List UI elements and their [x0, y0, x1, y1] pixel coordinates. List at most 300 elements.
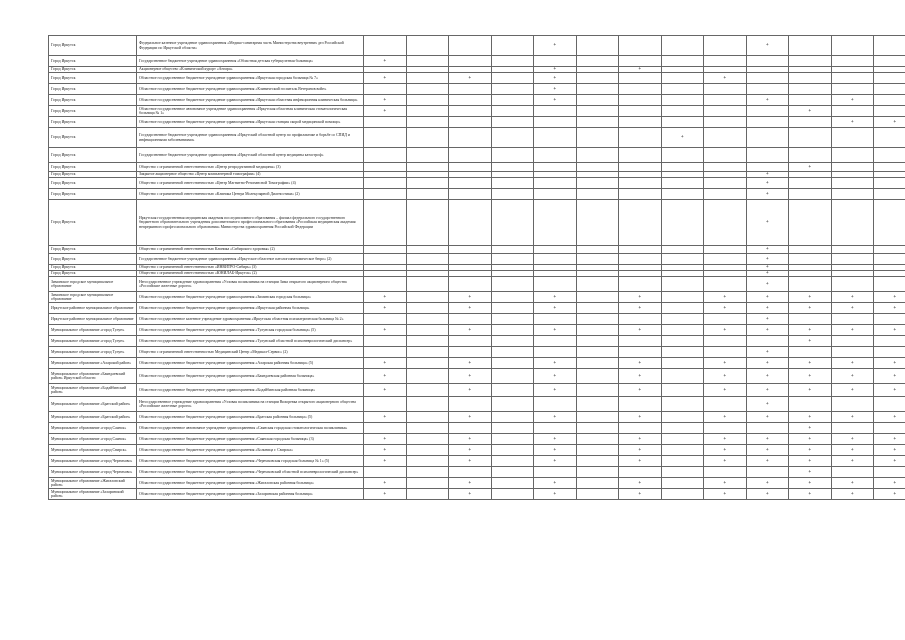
mark-cell	[576, 84, 619, 95]
mark-cell: +	[619, 369, 662, 384]
table-row	[49, 434, 905, 445]
mark-cell	[449, 200, 492, 246]
mark-cell	[491, 369, 534, 384]
mark-cell	[874, 347, 905, 358]
mark-cell	[576, 163, 619, 172]
mark-cell	[661, 117, 704, 128]
region-cell: Город Иркутск	[49, 56, 137, 67]
organization-cell: Областное государственное бюджетное учреждение здравоохранения «Иркутская областная инфекционная клиническая больница»	[137, 95, 364, 106]
mark-cell: +	[789, 369, 832, 384]
mark-cell: +	[789, 412, 832, 423]
mark-cell	[534, 56, 577, 67]
region-cell: Город Иркутск	[49, 117, 137, 128]
mark-cell	[661, 246, 704, 254]
mark-cell: +	[704, 73, 747, 84]
mark-cell: +	[449, 73, 492, 84]
mark-cell: +	[704, 412, 747, 423]
mark-cell	[449, 36, 492, 56]
mark-cell	[874, 178, 905, 189]
mark-cell	[661, 412, 704, 423]
mark-cell: +	[746, 325, 789, 336]
mark-cell	[661, 336, 704, 347]
organization-cell: Иркутская государственная медицинская академия последипломного образования – филиал федерального государственного бюджетного образовательного учреждения дополнительного профессионального образования «Российская медицинская академия непрерывного профессионального образования» Министерства здравоохранения Российской Федерации	[137, 200, 364, 246]
table-row	[49, 397, 905, 412]
mark-cell: +	[534, 434, 577, 445]
mark-cell	[874, 128, 905, 148]
mark-cell	[449, 106, 492, 117]
mark-cell	[619, 336, 662, 347]
mark-cell: +	[364, 369, 407, 384]
region-cell: Город Иркутск	[49, 67, 137, 73]
mark-cell: +	[746, 478, 789, 489]
mark-cell	[406, 445, 449, 456]
mark-cell	[874, 84, 905, 95]
mark-cell	[619, 246, 662, 254]
mark-cell	[661, 84, 704, 95]
mark-cell: +	[874, 445, 905, 456]
mark-cell: +	[661, 128, 704, 148]
mark-cell: +	[449, 325, 492, 336]
mark-cell	[619, 347, 662, 358]
mark-cell: +	[789, 292, 832, 303]
document-table-sheet	[48, 35, 897, 500]
table-row	[49, 277, 905, 292]
mark-cell	[406, 325, 449, 336]
mark-cell	[661, 189, 704, 200]
medical-organizations-table	[48, 35, 905, 500]
mark-cell	[661, 384, 704, 397]
mark-cell	[789, 189, 832, 200]
mark-cell	[831, 423, 874, 434]
mark-cell	[619, 200, 662, 246]
organization-cell: Общество с ограниченной ответственностью «Центр репродуктивной медицины» (3)	[137, 163, 364, 172]
mark-cell	[364, 178, 407, 189]
table-row	[49, 314, 905, 325]
mark-cell: +	[789, 434, 832, 445]
mark-cell: +	[831, 478, 874, 489]
organization-cell: Государственное бюджетное учреждение здравоохранения «Областная детская туберкулезная больница»	[137, 56, 364, 67]
mark-cell	[661, 56, 704, 67]
mark-cell: +	[746, 189, 789, 200]
region-cell: Муниципальное образование «город Саянск»	[49, 434, 137, 445]
mark-cell	[406, 84, 449, 95]
region-cell: Город Иркутск	[49, 73, 137, 84]
mark-cell	[704, 423, 747, 434]
mark-cell	[406, 73, 449, 84]
organization-cell: Областное государственное бюджетное учреждение здравоохранения «Заларинская районная больница»	[137, 489, 364, 500]
mark-cell	[789, 314, 832, 325]
table-row	[49, 56, 905, 67]
mark-cell	[406, 397, 449, 412]
table-row	[49, 95, 905, 106]
mark-cell	[449, 336, 492, 347]
table-row	[49, 73, 905, 84]
mark-cell	[704, 277, 747, 292]
mark-cell: +	[534, 445, 577, 456]
mark-cell	[491, 163, 534, 172]
mark-cell	[491, 325, 534, 336]
mark-cell	[576, 200, 619, 246]
mark-cell: +	[449, 478, 492, 489]
mark-cell	[576, 314, 619, 325]
mark-cell: +	[831, 95, 874, 106]
mark-cell	[364, 117, 407, 128]
mark-cell	[491, 303, 534, 314]
mark-cell: +	[449, 303, 492, 314]
mark-cell	[831, 314, 874, 325]
organization-cell: Общество с ограниченной ответственностью «ЮНИЛАБ-Иркутск» (2)	[137, 271, 364, 277]
organization-cell: Общество с ограниченной ответственностью Медицинский Центр «Медикал-Сервис» (2)	[137, 347, 364, 358]
region-cell: Муниципальное образование «Заларинский район»	[49, 489, 137, 500]
mark-cell: +	[364, 358, 407, 369]
mark-cell	[619, 56, 662, 67]
mark-cell	[576, 467, 619, 478]
mark-cell: +	[746, 271, 789, 277]
mark-cell	[831, 128, 874, 148]
mark-cell	[406, 423, 449, 434]
mark-cell	[704, 200, 747, 246]
mark-cell	[704, 117, 747, 128]
mark-cell: +	[364, 106, 407, 117]
mark-cell: +	[746, 246, 789, 254]
organization-cell: Областное государственное бюджетное учреждение здравоохранения «Братская районная больница» (5)	[137, 412, 364, 423]
mark-cell: +	[704, 434, 747, 445]
mark-cell	[534, 128, 577, 148]
mark-cell	[576, 347, 619, 358]
mark-cell	[534, 397, 577, 412]
mark-cell: +	[789, 423, 832, 434]
mark-cell	[831, 467, 874, 478]
table-row	[49, 200, 905, 246]
mark-cell	[831, 163, 874, 172]
mark-cell	[746, 56, 789, 67]
mark-cell	[576, 148, 619, 163]
mark-cell	[704, 254, 747, 265]
mark-cell: +	[534, 369, 577, 384]
mark-cell	[789, 397, 832, 412]
organization-cell: Государственное бюджетное учреждение здравоохранения «Иркутский областной центр медицины катастроф»	[137, 148, 364, 163]
mark-cell	[704, 36, 747, 56]
mark-cell	[619, 277, 662, 292]
mark-cell	[449, 277, 492, 292]
mark-cell	[874, 277, 905, 292]
mark-cell	[576, 369, 619, 384]
mark-cell	[661, 347, 704, 358]
mark-cell	[534, 117, 577, 128]
mark-cell	[576, 445, 619, 456]
mark-cell	[406, 384, 449, 397]
mark-cell: +	[534, 73, 577, 84]
mark-cell	[661, 163, 704, 172]
organization-cell: Областное государственное бюджетное учреждение здравоохранения «Жигаловская районная больница»	[137, 478, 364, 489]
mark-cell: +	[874, 358, 905, 369]
mark-cell: +	[619, 292, 662, 303]
mark-cell	[576, 73, 619, 84]
mark-cell	[661, 456, 704, 467]
mark-cell	[534, 314, 577, 325]
mark-cell: +	[704, 292, 747, 303]
table-row	[49, 445, 905, 456]
mark-cell: +	[789, 303, 832, 314]
mark-cell	[704, 95, 747, 106]
mark-cell: +	[364, 303, 407, 314]
organization-cell: Федеральное казенное учреждение здравоохранения «Медико-санитарная часть Министерства внутренних дел Российской Федерации по Иркутской области»	[137, 36, 364, 56]
region-cell: Муниципальное образование «Братский район»	[49, 412, 137, 423]
mark-cell	[661, 478, 704, 489]
mark-cell	[619, 254, 662, 265]
mark-cell	[619, 84, 662, 95]
mark-cell: +	[619, 489, 662, 500]
mark-cell	[746, 117, 789, 128]
mark-cell	[619, 95, 662, 106]
mark-cell	[831, 336, 874, 347]
mark-cell: +	[746, 489, 789, 500]
mark-cell	[449, 128, 492, 148]
mark-cell	[576, 358, 619, 369]
mark-cell	[576, 336, 619, 347]
table-row	[49, 106, 905, 117]
region-cell: Город Иркутск	[49, 36, 137, 56]
mark-cell: +	[534, 292, 577, 303]
mark-cell: +	[831, 292, 874, 303]
organization-cell: Областное государственное автономное учреждение здравоохранения «Саянская городская стоматологическая поликлиника»	[137, 423, 364, 434]
mark-cell	[789, 254, 832, 265]
region-cell: Город Иркутск	[49, 163, 137, 172]
mark-cell: +	[746, 314, 789, 325]
mark-cell	[661, 73, 704, 84]
mark-cell	[406, 292, 449, 303]
mark-cell: +	[789, 456, 832, 467]
mark-cell	[746, 128, 789, 148]
mark-cell	[619, 36, 662, 56]
mark-cell	[534, 423, 577, 434]
organization-cell: Областное государственное бюджетное учреждение здравоохранения «Иркутская районная больница»	[137, 303, 364, 314]
mark-cell	[534, 336, 577, 347]
mark-cell	[364, 336, 407, 347]
mark-cell: +	[364, 73, 407, 84]
mark-cell	[619, 397, 662, 412]
mark-cell: +	[619, 384, 662, 397]
region-cell: Город Иркутск	[49, 178, 137, 189]
organization-cell: Областное государственное бюджетное учреждение здравоохранения «Черемховская городская больница № 1» (5)	[137, 456, 364, 467]
mark-cell	[619, 148, 662, 163]
mark-cell	[704, 336, 747, 347]
mark-cell	[491, 84, 534, 95]
mark-cell	[661, 358, 704, 369]
mark-cell	[874, 56, 905, 67]
region-cell: Муниципальное образование «Жигаловский район»	[49, 478, 137, 489]
mark-cell: +	[619, 358, 662, 369]
mark-cell	[746, 73, 789, 84]
mark-cell	[874, 336, 905, 347]
mark-cell	[364, 254, 407, 265]
mark-cell	[364, 148, 407, 163]
mark-cell	[491, 314, 534, 325]
mark-cell	[576, 277, 619, 292]
region-cell: Муниципальное образование «город Тулун»	[49, 347, 137, 358]
mark-cell	[661, 292, 704, 303]
region-cell: Муниципальное образование «город Черемхово»	[49, 467, 137, 478]
mark-cell: +	[364, 489, 407, 500]
mark-cell	[831, 84, 874, 95]
region-cell: Муниципальное образование «город Тулун»	[49, 325, 137, 336]
organization-cell: Областное государственное автономное учреждение здравоохранения «Иркутская областная клиническая стоматологическая больница № 1»	[137, 106, 364, 117]
mark-cell: +	[704, 325, 747, 336]
table-row	[49, 347, 905, 358]
mark-cell	[576, 178, 619, 189]
mark-cell: +	[831, 117, 874, 128]
mark-cell: +	[831, 412, 874, 423]
mark-cell	[619, 178, 662, 189]
mark-cell: +	[364, 412, 407, 423]
mark-cell	[491, 384, 534, 397]
mark-cell	[874, 246, 905, 254]
mark-cell	[789, 95, 832, 106]
mark-cell	[576, 292, 619, 303]
mark-cell	[576, 56, 619, 67]
mark-cell: +	[534, 358, 577, 369]
mark-cell: +	[619, 303, 662, 314]
table-row	[49, 412, 905, 423]
mark-cell: +	[789, 106, 832, 117]
mark-cell: +	[746, 445, 789, 456]
mark-cell	[491, 106, 534, 117]
mark-cell	[874, 106, 905, 117]
mark-cell: +	[746, 95, 789, 106]
table-row	[49, 117, 905, 128]
mark-cell	[406, 347, 449, 358]
mark-cell	[704, 189, 747, 200]
mark-cell: +	[746, 456, 789, 467]
mark-cell	[364, 423, 407, 434]
mark-cell: +	[704, 358, 747, 369]
organization-cell: Областное государственное бюджетное учреждение здравоохранения «Бодайбинская районная больница»	[137, 384, 364, 397]
mark-cell	[661, 200, 704, 246]
mark-cell	[406, 303, 449, 314]
mark-cell: +	[364, 384, 407, 397]
mark-cell: +	[746, 200, 789, 246]
mark-cell	[831, 397, 874, 412]
mark-cell	[491, 445, 534, 456]
mark-cell: +	[449, 412, 492, 423]
mark-cell	[449, 467, 492, 478]
region-cell: Город Иркутск	[49, 172, 137, 178]
mark-cell: +	[449, 456, 492, 467]
mark-cell	[449, 178, 492, 189]
mark-cell	[789, 246, 832, 254]
mark-cell	[789, 178, 832, 189]
mark-cell	[491, 478, 534, 489]
table-row	[49, 384, 905, 397]
mark-cell	[491, 189, 534, 200]
table-row	[49, 148, 905, 163]
mark-cell	[449, 347, 492, 358]
table-row	[49, 489, 905, 500]
mark-cell	[534, 277, 577, 292]
mark-cell	[491, 56, 534, 67]
mark-cell	[704, 84, 747, 95]
mark-cell	[661, 106, 704, 117]
mark-cell	[364, 246, 407, 254]
organization-cell: Областное государственное казенное учреждение здравоохранения «Иркутская областная психиатрическая больница № 2»	[137, 314, 364, 325]
mark-cell: +	[534, 325, 577, 336]
mark-cell: +	[619, 445, 662, 456]
mark-cell	[874, 423, 905, 434]
mark-cell	[874, 200, 905, 246]
mark-cell	[831, 347, 874, 358]
mark-cell	[364, 189, 407, 200]
mark-cell	[874, 189, 905, 200]
table-body	[49, 36, 905, 500]
organization-cell: Областное государственное бюджетное учреждение здравоохранения «Саянская городская больница» (3)	[137, 434, 364, 445]
mark-cell	[491, 277, 534, 292]
mark-cell	[576, 303, 619, 314]
mark-cell: +	[534, 456, 577, 467]
table-row	[49, 189, 905, 200]
mark-cell	[746, 163, 789, 172]
mark-cell	[491, 423, 534, 434]
mark-cell: +	[874, 292, 905, 303]
mark-cell	[874, 467, 905, 478]
mark-cell: +	[704, 489, 747, 500]
table-row	[49, 423, 905, 434]
mark-cell	[576, 478, 619, 489]
mark-cell	[491, 358, 534, 369]
mark-cell	[704, 397, 747, 412]
mark-cell: +	[534, 384, 577, 397]
mark-cell: +	[874, 384, 905, 397]
mark-cell: +	[704, 384, 747, 397]
mark-cell	[534, 189, 577, 200]
mark-cell: +	[619, 325, 662, 336]
mark-cell	[704, 106, 747, 117]
organization-cell: Областное государственное бюджетное учреждение здравоохранения «Черемховский областной психоневрологический диспансер»	[137, 467, 364, 478]
mark-cell: +	[534, 95, 577, 106]
mark-cell	[449, 84, 492, 95]
mark-cell	[406, 128, 449, 148]
mark-cell: +	[449, 358, 492, 369]
mark-cell	[746, 84, 789, 95]
mark-cell: +	[449, 369, 492, 384]
mark-cell	[661, 467, 704, 478]
mark-cell	[704, 246, 747, 254]
mark-cell	[406, 412, 449, 423]
mark-cell	[576, 36, 619, 56]
mark-cell: +	[831, 489, 874, 500]
mark-cell: +	[874, 456, 905, 467]
mark-cell: +	[831, 358, 874, 369]
organization-cell: Областное государственное бюджетное учреждение здравоохранения «Больница г. Свирска»	[137, 445, 364, 456]
mark-cell	[576, 128, 619, 148]
region-cell: Город Иркутск	[49, 254, 137, 265]
mark-cell	[534, 200, 577, 246]
mark-cell	[874, 163, 905, 172]
mark-cell	[831, 56, 874, 67]
region-cell: Город Иркутск	[49, 106, 137, 117]
mark-cell: +	[364, 292, 407, 303]
organization-cell: Областное государственное бюджетное учреждение здравоохранения «Тулунская городская больница» (5)	[137, 325, 364, 336]
region-cell: Муниципальное образование «Бодайбинский район»	[49, 384, 137, 397]
mark-cell	[406, 200, 449, 246]
mark-cell	[874, 397, 905, 412]
mark-cell: +	[831, 445, 874, 456]
mark-cell	[619, 128, 662, 148]
mark-cell: +	[746, 178, 789, 189]
mark-cell: +	[746, 347, 789, 358]
mark-cell	[491, 73, 534, 84]
organization-cell: Общество с ограниченной ответственностью Клиника «Сибирского здоровья» (2)	[137, 246, 364, 254]
mark-cell: +	[534, 303, 577, 314]
